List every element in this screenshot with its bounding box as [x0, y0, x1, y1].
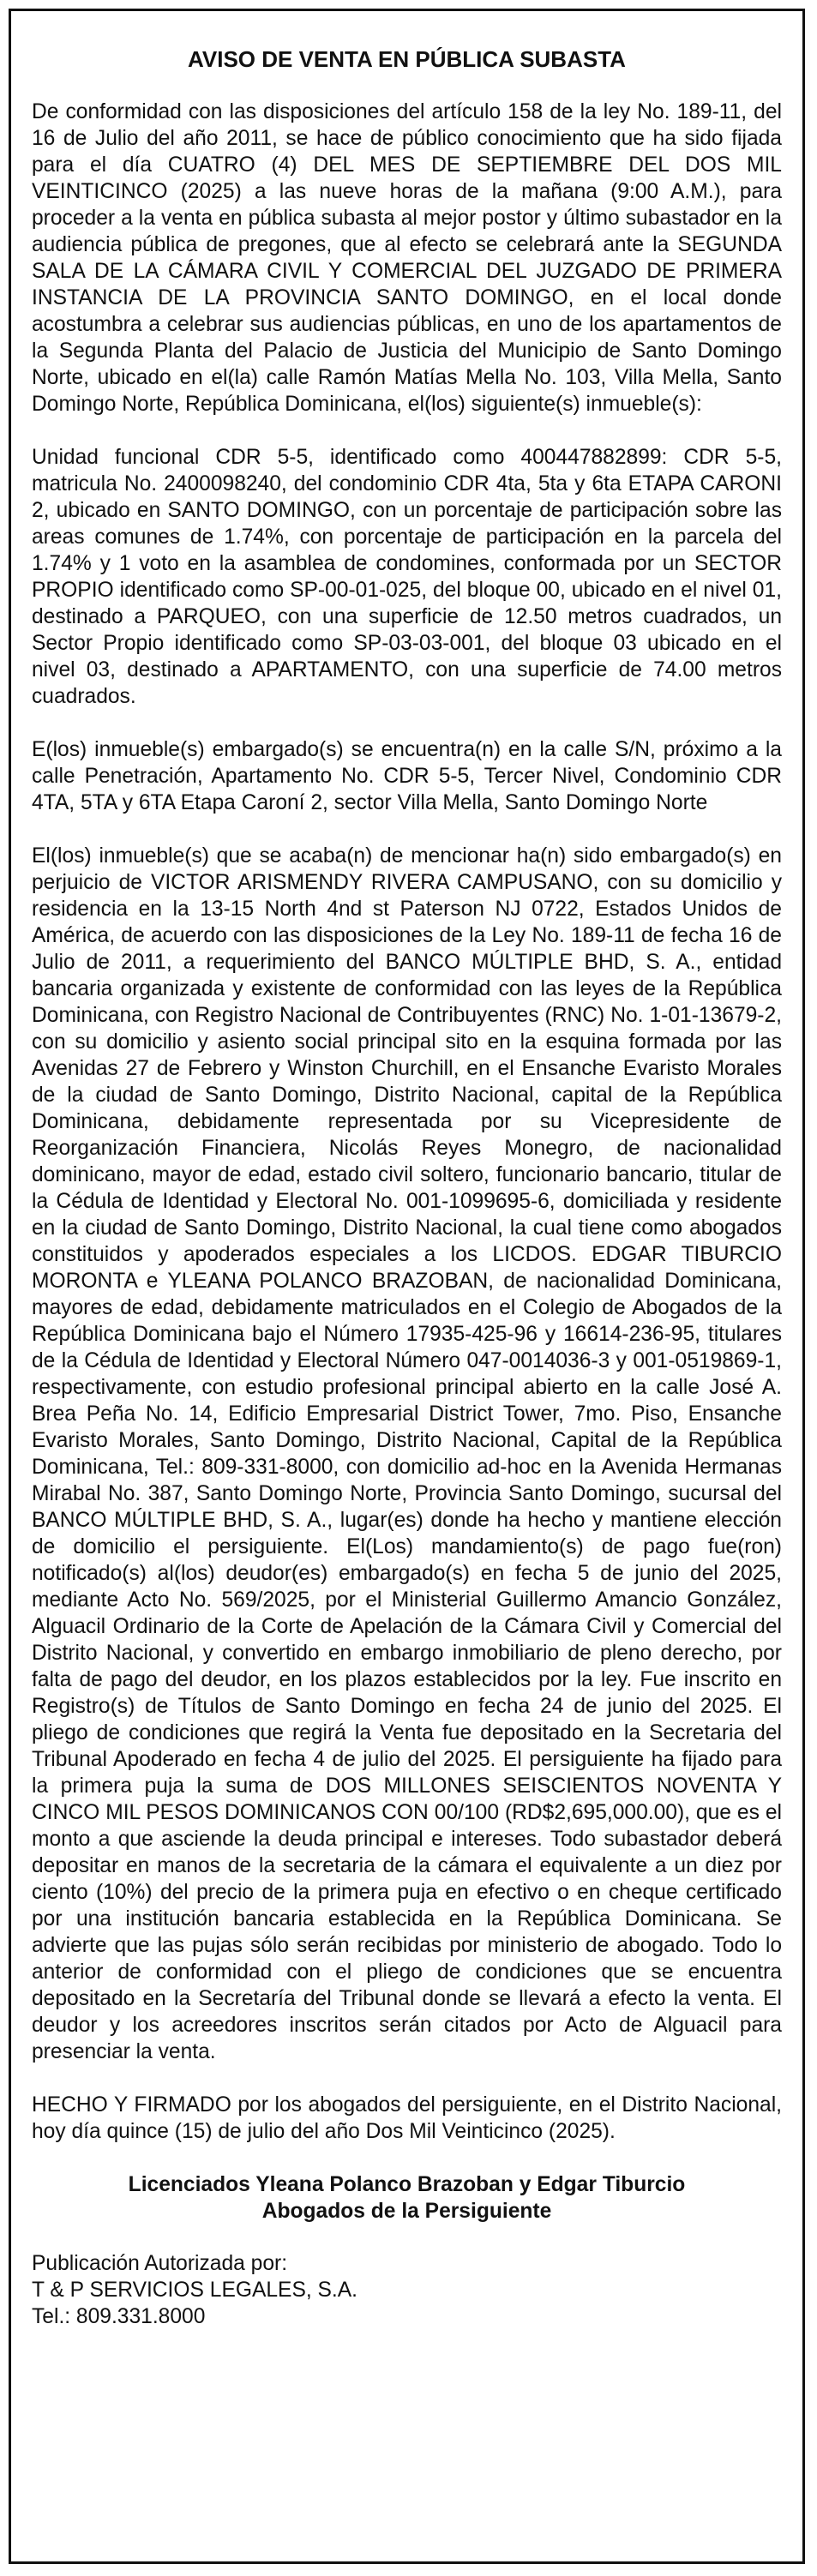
- publisher-phone: Tel.: 809.331.8000: [32, 2305, 206, 2328]
- seizure-details-paragraph: El(los) inmueble(s) que se acaba(n) de mencionar ha(n) sido embargado(s) en perjuicio de VICTOR ARISMENDY RIVERA CAMPUSANO, con su domicilio y residencia en la 13-15 North 4nd st Paterson NJ 0722, Estados Unidos de América, de acuerdo con las disposiciones de la Ley No. 189-11 de fecha 16 de Julio de 2011, a requerimiento del BANCO MÚLTIPLE BHD, S. A., entidad bancaria organizada y existente de conformidad con las leyes de la República Dominicana, con Registro Nacional de Contribuyentes (RNC) No. 1-01-13679-2, con su domicilio y asiento social principal sito en la esquina formada por las Avenidas 27 de Febrero y Winston Churchill, en el Ensanche Evaristo Morales de la ciudad de Santo Domingo, Distrito Nacional, capital de la República Dominicana, debidamente representada por su Vicepresidente de Reorganización Financiera, Nicolás Reyes Monegro, de nacionalidad dominicano, mayor de edad, estado civil soltero, funcionario bancario, titular de la Cédula de Identidad y Electoral No. 001-1099695-6, domiciliada y residente en la ciudad de Santo Domingo, Distrito Nacional, la cual tiene como abogados constituidos y apoderados especiales a los LICDOS. EDGAR TIBURCIO MORONTA e YLEANA POLANCO BRAZOBAN, de nacionalidad Dominicana, mayores de edad, debidamente matriculados en el Colegio de Abogados de la República Dominicana bajo el Número 17935-425-96 y 16614-236-95, titulares de la Cédula de Identidad y Electoral Número 047-0014036-3 y 001-0519869-1, respectivamente, con estudio profesional principal abierto en la calle José A. Brea Peña No. 14, Edificio Empresarial District Tower, 7mo. Piso, Ensanche Evaristo Morales, Santo Domingo, Distrito Nacional, Capital de la República Dominicana, Tel.: 809-331-8000, con domicilio ad-hoc en la Avenida Hermanas Mirabal No. 387, Santo Domingo Norte, Provincia Santo Domingo, sucursal del BANCO MÚLTIPLE BHD, S. A., lugar(es) donde ha hecho y mantiene elección de domicilio el persiguiente. El(Los) mandamiento(s) de pago fue(ron) notificado(s) al(los) deudor(es) embargado(s) en fecha 5 de junio del 2025, mediante Acto No. 569/2025, por el Ministerial Guillermo Amancio González, Alguacil Ordinario de la Corte de Apelación de la Cámara Civil y Comercial del Distrito Nacional, y convertido en embargo inmobiliario de pleno derecho, por falta de pago del deudor, en los plazos establecidos por la ley. Fue inscrito en Registro(s) de Títulos de Santo Domingo en fecha 24 de junio del 2025. El pliego de condiciones que regirá la Venta fue depositado en la Secretaria del Tribunal Apoderado en fecha 4 de julio del 2025. El persiguiente ha fijado para la primera puja la suma de DOS MILLONES SEISCIENTOS NOVENTA Y CINCO MIL PESOS DOMINICANOS CON 00/100 (RD$2,695,000.00), que es el monto a que asciende la deuda principal e intereses. Todo subastador deberá depositar en manos de la secretaria de la cámara el equivalente a un diez por ciento (10%) del precio de la primera puja en efectivo o en cheque certificado por una institución bancaria establecida en la República Dominicana. Se advierte que las pujas sólo serán recibidas por ministerio de abogado. Todo lo anterior de conformidad con el pliego de condiciones que se encuentra depositado en la Secretaría del Tribunal donde se llevará a efecto la venta. El deudor y los acreedores inscritos serán citados por Acto de Alguacil para presenciar la venta.: [32, 844, 782, 2063]
- signature-names: Licenciados Yleana Polanco Brazoban y Edgar Tiburcio: [128, 2173, 686, 2196]
- signature-role: Abogados de la Persiguiente: [261, 2200, 552, 2223]
- intro-paragraph: De conformidad con las disposiciones del artículo 158 de la ley No. 189-11, del 16 de Julio del año 2011, se hace de público conocimiento que ha sido fijada para el día CUATRO (4) DEL MES DE SEPTIEMBRE DEL DOS MIL VEINTICINCO (2025) a las nueve horas de la mañana (9:00 A.M.), para proceder a la venta en pública subasta al mejor postor y último subastador en la audiencia pública de pregones, que al efecto se celebrará ante la SEGUNDA SALA DE LA CÁMARA CIVIL Y COMERCIAL DEL JUZGADO DE PRIMERA INSTANCIA DE LA PROVINCIA SANTO DOMINGO, en el local donde acostumbra a celebrar sus audiencias públicas, en uno de los apartamentos de la Segunda Planta del Palacio de Justicia del Municipio de Santo Domingo Norte, ubicado en el(la) calle Ramón Matías Mella No. 103, Villa Mella, Santo Domingo Norte, República Dominicana, el(los) siguiente(s) inmueble(s):: [32, 100, 782, 416]
- property-description-paragraph: Unidad funcional CDR 5-5, identificado como 400447882899: CDR 5-5, matricula No. 2400098240, del condominio CDR 4ta, 5ta y 6ta ETAPA CARONI 2, ubicado en SANTO DOMINGO, con un porcentaje de participación sobre las areas comunes de 1.74%, con porcentaje de participación en la parcela del 1.74% y 1 voto en la asamblea de condomines, conformada por un SECTOR PROPIO identificado como SP-00-01-025, del bloque 00, ubicado en el nivel 01, destinado a PARQUEO, con una superficie de 12.50 metros cuadrados, un Sector Propio identificado como SP-03-03-001, del bloque 03 ubicado en el nivel 03, destinado a APARTAMENTO, con una superficie de 74.00 metros cuadrados.: [32, 446, 782, 708]
- signature-block: [32, 2171, 782, 2225]
- publisher-name: T & P SERVICIOS LEGALES, S.A.: [32, 2279, 358, 2302]
- legal-notice: [9, 9, 805, 2564]
- notice-title: AVISO DE VENTA EN PÚBLICA SUBASTA: [188, 46, 626, 72]
- signing-paragraph: HECHO Y FIRMADO por los abogados del persiguiente, en el Distrito Nacional, hoy día quince (15) de julio del año Dos Mil Veinticinco (2025).: [32, 2093, 782, 2143]
- publisher-block: [32, 2250, 782, 2330]
- publisher-label: Publicación Autorizada por:: [32, 2252, 288, 2275]
- property-location-paragraph: E(los) inmueble(s) embargado(s) se encuentra(n) en la calle S/N, próximo a la calle Penetración, Apartamento No. CDR 5-5, Tercer Nivel, Condominio CDR 4TA, 5TA y 6TA Etapa Caroní 2, sector Villa Mella, Santo Domingo Norte: [32, 738, 782, 814]
